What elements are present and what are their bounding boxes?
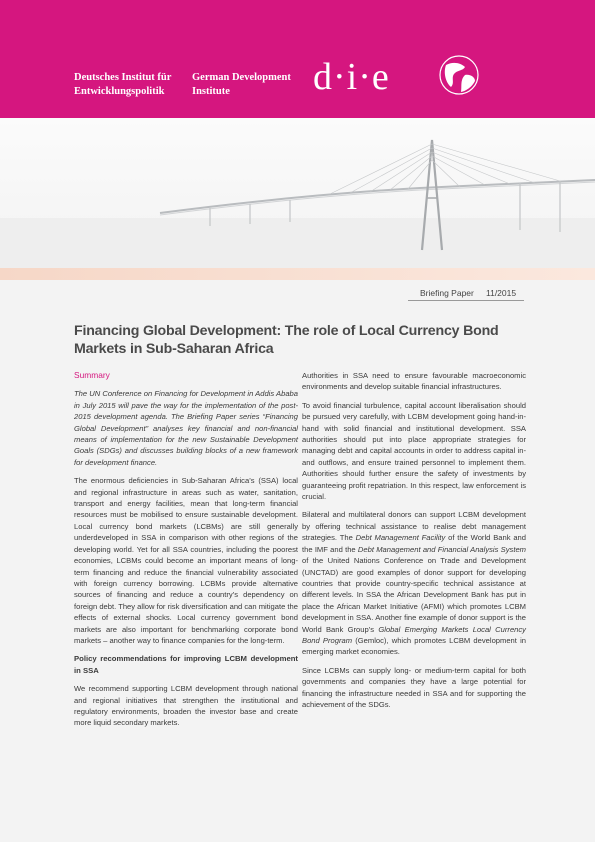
institute-name-english: German Development Institute [192,72,291,97]
summary-heading: Summary [74,370,110,380]
die-logo: d·i·e [313,56,390,98]
right-column [302,370,526,717]
policy-heading: Policy recommendations for improving LCBM development in SSA [74,654,298,675]
body-paragraph: Authorities in SSA need to ensure favourable macroeconomic environments and develop suitable financial infrastructures. [302,371,526,392]
body-paragraph: To avoid financial turbulence, capital account liberalisation should be pursued very carefully, with LCBM development going hand-in-hand with solid financial and institutional development. SSA authorities should put into place appropriate strategies for managing debt and capital accounts in order to address capital in- and outflows, and ensure trained personnel to implement them. Authorities should further ensure the safety of investments by guaranteeing profit repatriation. In this respect, law enforcement is crucial. [302,400,526,502]
body-paragraph: Bilateral and multilateral donors can support LCBM development by offering technical assistance to realise debt management strategies. The Debt Management Facility of the World Bank and the IMF and the Debt Management and Financial Analysis System of the United Nations Conference on Trade and Development (UNCTAD) are good examples of donor support for developing countries that provide country-specific technical assistance at different levels. In SSA the African Development Bank has put in place the African Market Initiative (AFMI) which promotes LCBM development in SSA. Another fine example of donor support is the World Bank Group’s Global Emerging Markets Local Currency Bond Program (Gemloc), which promotes LCBM development in emerging market economies. [302,510,526,657]
summary-text: The UN Conference on Financing for Development in Addis Ababa in July 2015 will pave the way for the implementation of the post-2015 development agenda. The Briefing Paper series “Financing Global Development” analyses key financial and non-financial means of implementation for the new Sustainable Development Goals (SDGs) and discusses building blocks of a new framework for development finance. [74,389,298,467]
body-paragraph: Since LCBMs can supply long- or medium-term capital for both governments and companies they have a large potential for financing the infrastructure needed in SSA and for supporting the achievement of the SDGs. [302,665,526,709]
body-paragraph: We recommend supporting LCBM development through national and regional initiatives that strengthen the institutional and regulatory environments, broaden the investor base and create more liquid secondary markets. [74,684,298,728]
page-title: Financing Global Development: The role of Local Currency Bond Markets in Sub-Saharan Africa [74,323,499,357]
body-paragraph: The enormous deficiencies in Sub-Saharan Africa’s (SSA) local and regional infrastructure in areas such as water, sanitation, transport and energy facilities, mean that long-term financial resources must be mobilised to ensure sustainable development. Local currency bond markets (LCBMs) are still generally underdeveloped in SSA in comparison with other regions of the developing world. Yet for all SSA countries, including the poorest economies, LCBMs could become an important means of long-term financing and reduce the financial vulnerability associated with foreign currency borrowing. LCBMs provide alternative sources of financing and reduce a country’s dependency on foreign debt. They allow for risk diversification and can mitigate the effects of external shocks. Local currency government bond markets are also important for benchmarking corporate bond markets – another way to finance companies for the long-term. [74,476,298,645]
issue-number: 11/2015 [486,288,517,298]
globe-icon [437,53,481,97]
document-type: Briefing Paper [420,288,474,298]
accent-stripe [0,268,595,280]
header-band [0,0,595,118]
institute-name-german: Deutsches Institut für Entwicklungspolitik [74,72,172,97]
bridge-image [0,118,595,268]
meta-divider [408,300,524,301]
left-column [74,370,298,736]
